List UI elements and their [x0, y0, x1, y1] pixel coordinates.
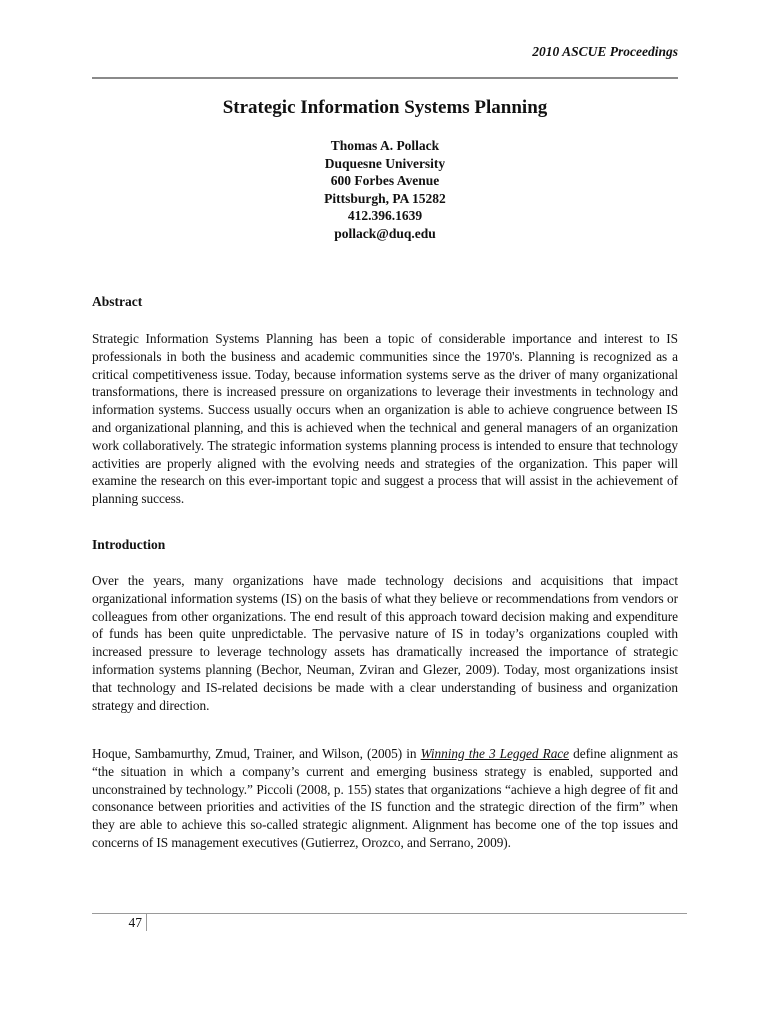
author-block [92, 137, 678, 243]
introduction-paragraph-2 [92, 745, 678, 852]
introduction-heading: Introduction [92, 537, 166, 552]
footer-rule [92, 913, 687, 914]
paper-title: Strategic Information Systems Planning [222, 97, 548, 118]
author-city: Pittsburgh, PA 15282 [324, 190, 446, 206]
author-email: pollack@duq.edu [334, 225, 436, 241]
footer-divider [146, 913, 147, 931]
abstract-paragraph: Strategic Information Systems Planning has been a topic of considerable importance and interest to IS professionals in both the business and academic communities since the 1970's. Planning is recognized as a critical competitiveness issue. Today, because information systems serve as the driver of many organizational transformations, there is increased pressure on organizations to leverage their investments in technology and information systems. Success usually occurs when an organization is able to achieve congruence between IS and organizational planning, and this is achieved when the technical and general managers of an organization work collaboratively. The strategic information systems planning process is intended to ensure that technology activities are properly aligned with the evolving needs and strategies of the organization. This paper will examine the research on this ever-important topic and suggest a process that will assist in the achievement of planning success. [92, 331, 678, 507]
abstract-heading: Abstract [92, 294, 143, 309]
introduction-paragraph-1: Over the years, many organizations have made technology decisions and acquisitions that impact organizational information systems (IS) on the basis of what they believe or recommendations from vendors or colleagues from other organizations. The end result of this approach toward decision making and expenditure of funds has been quite unpredictable. The pervasive nature of IS in today’s organizations coupled with increased pressure to leverage technology assets has dramatically increased the importance of strategic information systems planning (Bechor, Neuman, Zviran and Glezer, 2009). Today, most organizations insist that technology and IS-related decisions be made with a clear understanding of business and organization strategy and direction. [92, 573, 678, 713]
header-rule [92, 77, 678, 79]
author-name: Thomas A. Pollack [330, 138, 440, 153]
book-title: Winning the 3 Legged Race [420, 746, 570, 761]
author-street: 600 Forbes Avenue [330, 173, 440, 189]
author-phone: 412.396.1639 [347, 208, 423, 224]
author-affiliation: Duquesne University [324, 155, 446, 171]
page-number: 47 [128, 915, 142, 930]
paragraph-2-lead: Hoque, Sambamurthy, Zmud, Trainer, and Wilson, (2005) in [92, 746, 421, 761]
paragraph-2-rest: define alignment as “the situation in which a company’s current and emerging business strategy is enabled, supported and unconstrained by technology.” Piccoli (2008, p. 155) states that organizations “achieve a high degree of fit and consonance between priorities and activities of the IS function and the strategic direction of the firm” when they are able to achieve this so-called strategic alignment. Alignment has become one of the top issues and concerns of IS management executives (Gutierrez, Orozco, and Serrano, 2009). [92, 746, 679, 850]
running-header: 2010 ASCUE Proceedings [532, 44, 678, 59]
